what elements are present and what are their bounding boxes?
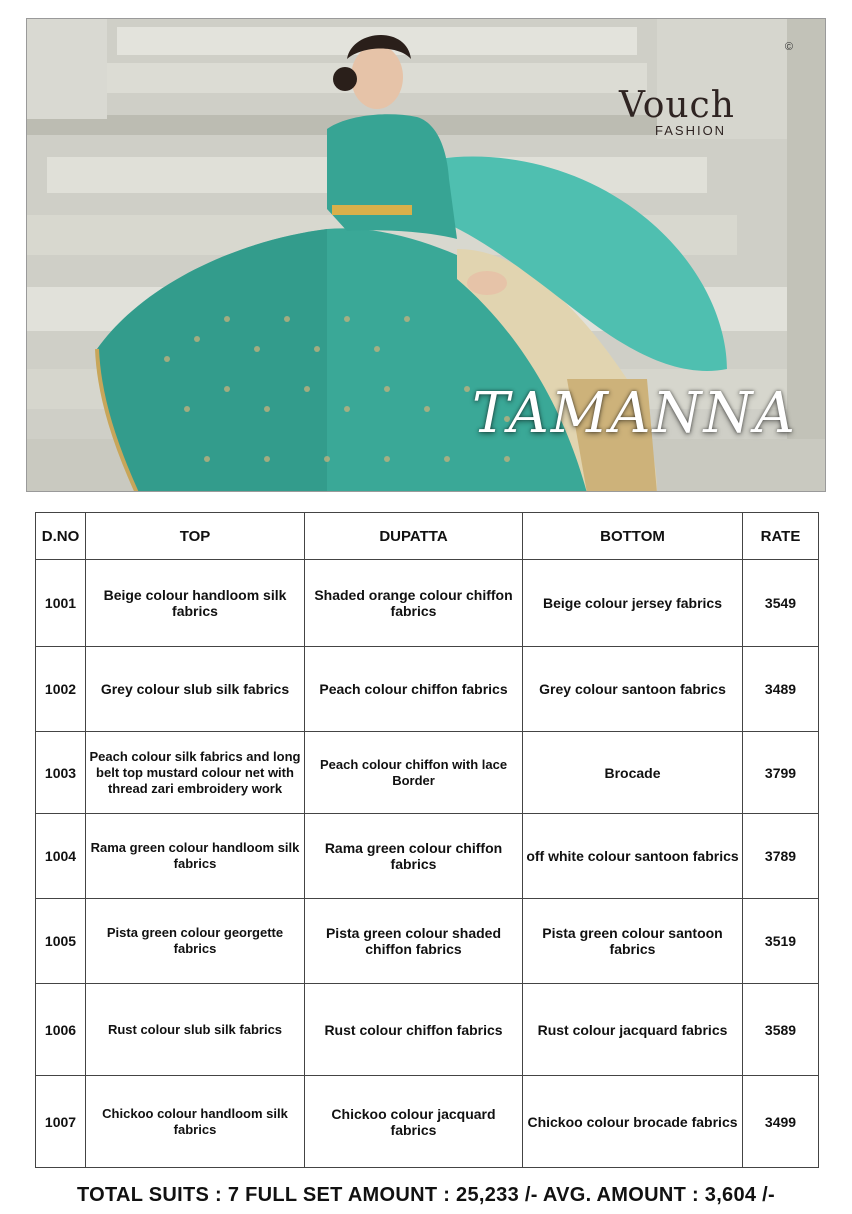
cell-dno: 1002 — [36, 647, 86, 732]
table-header-row — [36, 513, 819, 560]
cell-dno: 1005 — [36, 899, 86, 984]
table-row — [36, 732, 819, 814]
cell-top: Pista green colour georgette fabrics — [86, 899, 305, 984]
header-dno: D.NO — [36, 513, 86, 560]
cell-dupatta: Peach colour chiffon with lace Border — [305, 732, 523, 814]
table-row — [36, 984, 819, 1076]
cell-top: Rama green colour handloom silk fabrics — [86, 814, 305, 899]
cell-dno: 1007 — [36, 1076, 86, 1168]
table-row — [36, 899, 819, 984]
header-bottom: BOTTOM — [523, 513, 743, 560]
brand-subtitle: FASHION — [655, 123, 727, 138]
summary-line: TOTAL SUITS : 7 FULL SET AMOUNT : 25,233 /- AVG. AMOUNT : 3,604 /- — [76, 1184, 776, 1206]
cell-bottom: Beige colour jersey fabrics — [523, 560, 743, 647]
table-row — [36, 560, 819, 647]
cell-bottom: Rust colour jacquard fabrics — [523, 984, 743, 1076]
cell-dupatta: Shaded orange colour chiffon fabrics — [305, 560, 523, 647]
brand-name: Vouch — [619, 85, 735, 126]
cell-top: Grey colour slub silk fabrics — [86, 647, 305, 732]
cell-dupatta: Rama green colour chiffon fabrics — [305, 814, 523, 899]
header-dupatta: DUPATTA — [305, 513, 523, 560]
rate-table — [35, 512, 819, 1168]
cell-dupatta: Chickoo colour jacquard fabrics — [305, 1076, 523, 1168]
cell-bottom: Chickoo colour brocade fabrics — [523, 1076, 743, 1168]
table-row — [36, 814, 819, 899]
cell-dno: 1001 — [36, 560, 86, 647]
cell-rate: 3549 — [743, 560, 819, 647]
cell-rate: 3519 — [743, 899, 819, 984]
cell-top: Peach colour silk fabrics and long belt top mustard colour net with thread zari embroidery work — [86, 732, 305, 814]
cell-bottom: off white colour santoon fabrics — [523, 814, 743, 899]
collection-title: TAMANNA — [472, 381, 797, 446]
table-row — [36, 1076, 819, 1168]
copyright-mark: © — [784, 41, 793, 53]
cell-rate: 3789 — [743, 814, 819, 899]
cell-dupatta: Peach colour chiffon fabrics — [305, 647, 523, 732]
cell-rate: 3489 — [743, 647, 819, 732]
cell-bottom: Grey colour santoon fabrics — [523, 647, 743, 732]
header-rate: RATE — [743, 513, 819, 560]
header-top: TOP — [86, 513, 305, 560]
cell-rate: 3499 — [743, 1076, 819, 1168]
cell-bottom: Brocade — [523, 732, 743, 814]
cell-rate: 3799 — [743, 732, 819, 814]
cell-top: Beige colour handloom silk fabrics — [86, 560, 305, 647]
cell-top: Rust colour slub silk fabrics — [86, 984, 305, 1076]
cell-dno: 1003 — [36, 732, 86, 814]
cell-dupatta: Rust colour chiffon fabrics — [305, 984, 523, 1076]
cell-dupatta: Pista green colour shaded chiffon fabrics — [305, 899, 523, 984]
cell-dno: 1006 — [36, 984, 86, 1076]
table-row — [36, 647, 819, 732]
brand-logo — [619, 41, 793, 155]
cell-top: Chickoo colour handloom silk fabrics — [86, 1076, 305, 1168]
cell-dno: 1004 — [36, 814, 86, 899]
cell-rate: 3589 — [743, 984, 819, 1076]
cell-bottom: Pista green colour santoon fabrics — [523, 899, 743, 984]
product-banner — [26, 18, 826, 492]
